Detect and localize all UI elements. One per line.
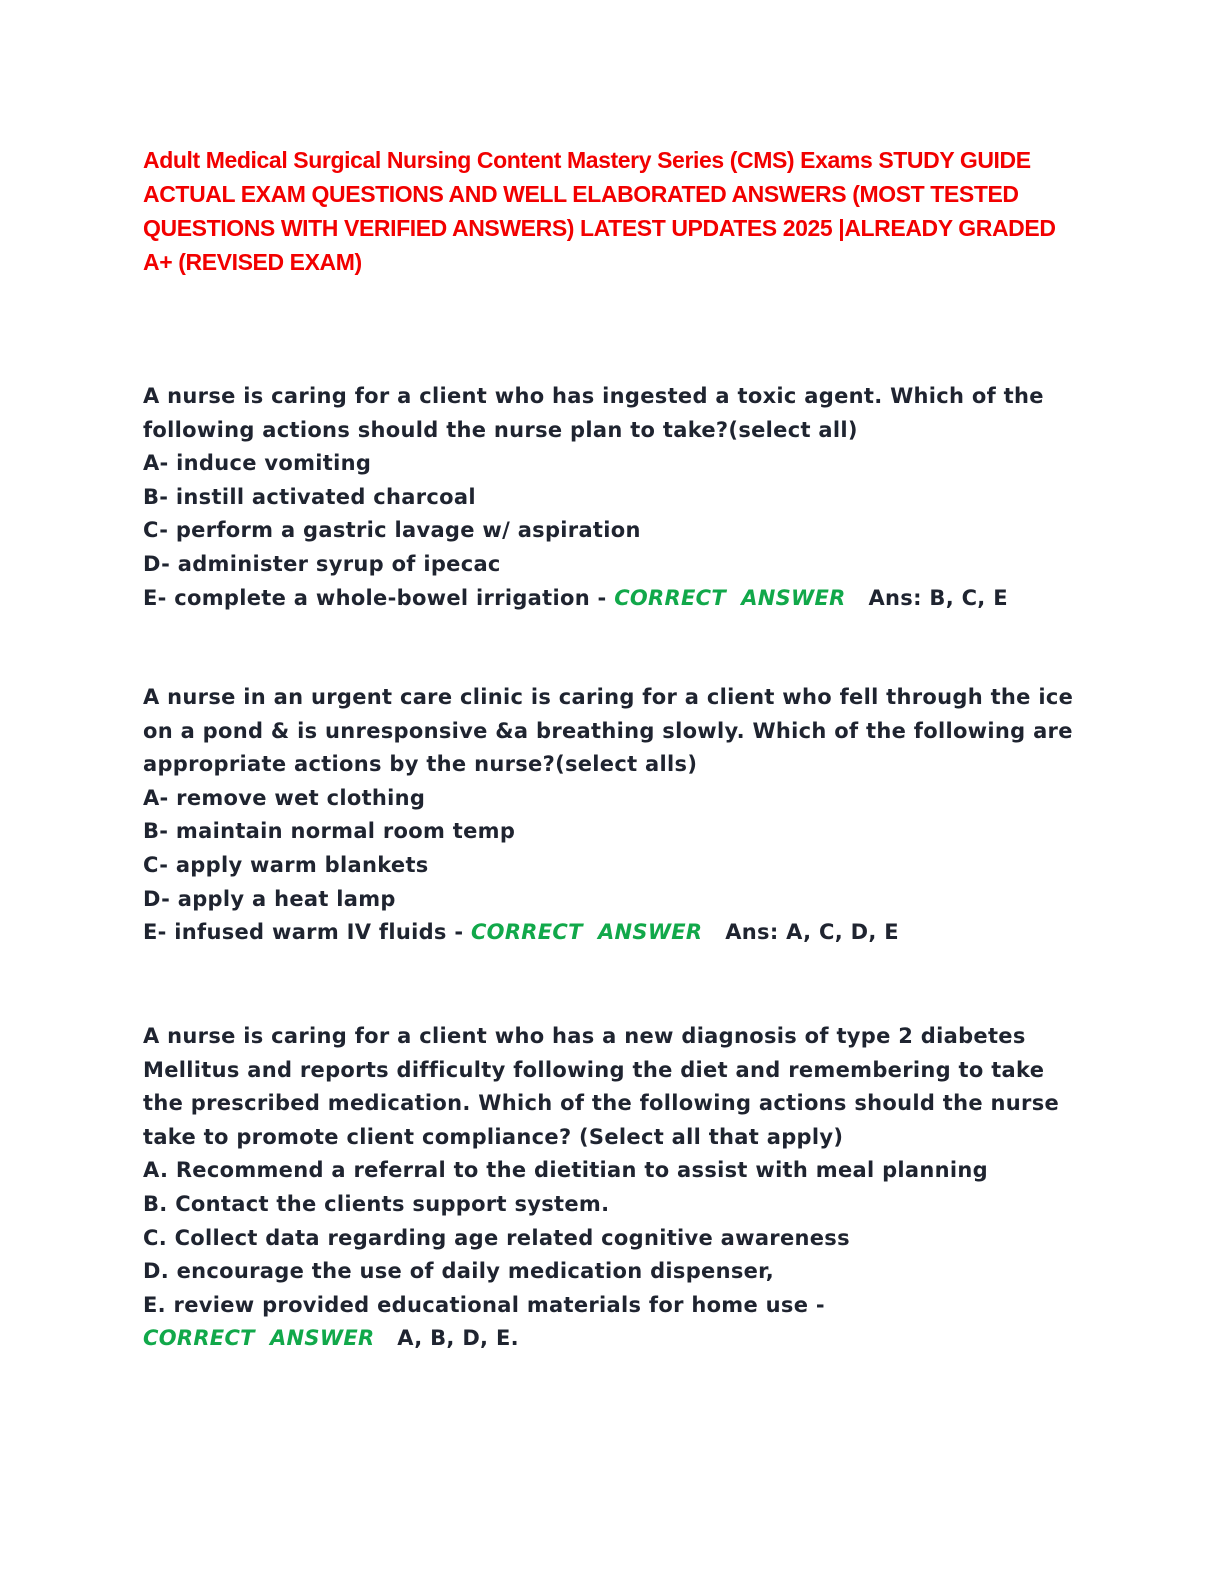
answer-option-last [143, 1289, 1083, 1356]
document-title: Adult Medical Surgical Nursing Content Mastery Series (CMS) Exams STUDY GUIDE ACTUAL EXAM QUESTIONS AND WELL ELABORATED ANSWERS (MOST TESTED QUESTIONS WITH VERIFIED ANSWERS) LATEST UPDATES 2025 |ALREADY GRADED A+ (REVISED EXAM) [143, 147, 1056, 275]
answer-option: D. encourage the use of daily medication dispenser, [143, 1259, 775, 1284]
answer-key: Ans: B, C, E [868, 585, 1008, 610]
answer-option: B- maintain normal room temp [143, 819, 516, 844]
answer-option: C- apply warm blankets [143, 852, 429, 877]
answer-option-last [143, 582, 1083, 616]
answer-option-text: E. review provided educational materials for home use - [143, 1292, 825, 1317]
answer-option-last [143, 916, 1083, 950]
answer-option: C. Collect data regarding age related cognitive awareness [143, 1225, 850, 1250]
answer-option: B. Contact the clients support system. [143, 1191, 610, 1216]
answer-option: D- administer syrup of ipecac [143, 551, 501, 576]
correct-answer-label: CORRECT ANSWER [143, 1326, 375, 1351]
answer-option-text: E- infused warm IV fluids - [143, 920, 471, 945]
question-stem: A nurse is caring for a client who has ingested a toxic agent. Which of the following actions should the nurse plan to take?(select all) [143, 384, 1044, 442]
question-block-1 [143, 380, 1083, 615]
question-block-2 [143, 681, 1083, 950]
correct-answer-label: CORRECT ANSWER [470, 920, 703, 945]
question-stem: A nurse in an urgent care clinic is caring for a client who fell through the ice on a pond & is unresponsive &a breathing slowly. Which of the following are appropriate actions by the nurse?(select alls) [143, 685, 1074, 777]
answer-option: D- apply a heat lamp [143, 886, 396, 911]
answer-option-text: E- complete a whole-bowel irrigation - [143, 585, 615, 610]
answer-option: C- perform a gastric lavage w/ aspiration [143, 518, 641, 543]
answer-option: B- instill activated charcoal [143, 484, 476, 509]
answer-key: Ans: A, C, D, E [725, 920, 899, 945]
correct-answer-label: CORRECT ANSWER [614, 585, 846, 610]
answer-option: A- induce vomiting [143, 451, 372, 476]
answer-key: A, B, D, E. [397, 1326, 519, 1351]
question-block-3 [143, 1020, 1083, 1356]
question-stem: A nurse is caring for a client who has a new diagnosis of type 2 diabetes Mellitus and reports difficulty following the diet and remembering to take the prescribed medication. Which of the following actions should the nurse take to promote client compliance? (Select all that apply) [143, 1024, 1060, 1149]
answer-option: A- remove wet clothing [143, 785, 426, 810]
answer-option: A. Recommend a referral to the dietitian to assist with meal planning [143, 1158, 988, 1183]
